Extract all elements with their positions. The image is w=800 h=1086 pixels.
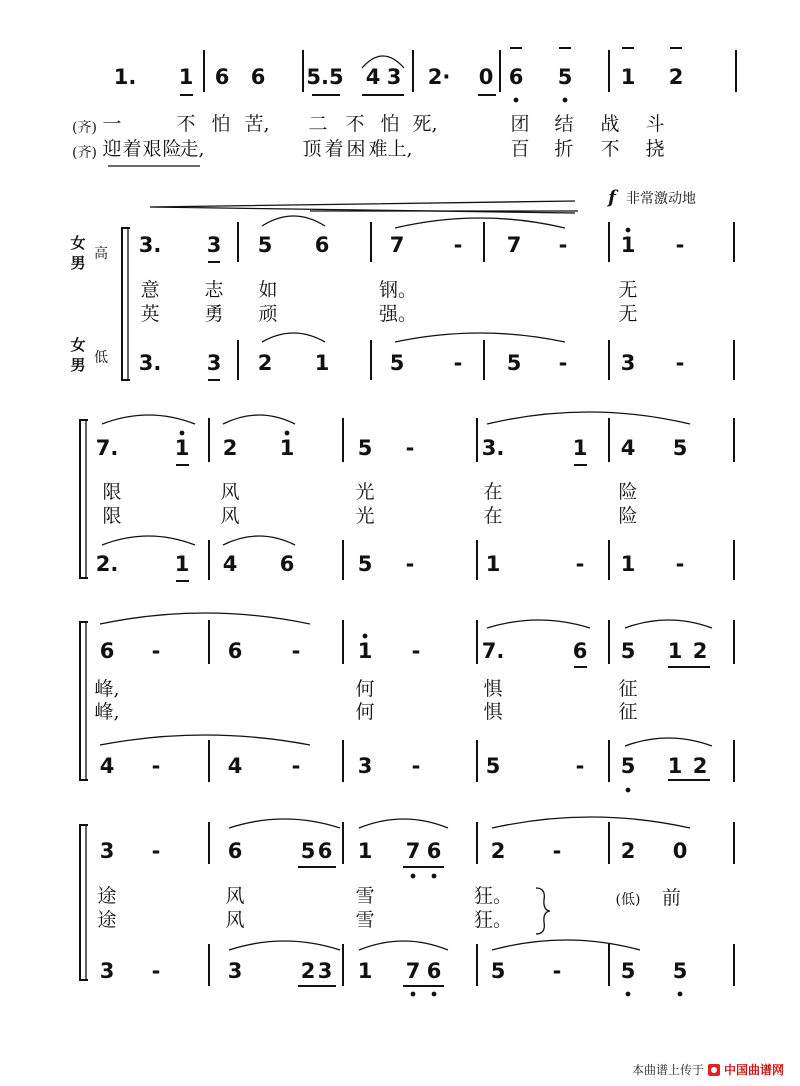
sys2-lyric1-char: 在 xyxy=(483,481,503,503)
sys2-upper-note: 7. xyxy=(95,436,119,460)
sys2-upper-note: 1 xyxy=(279,436,295,460)
sys2-lyric1-char: 风 xyxy=(220,481,240,503)
sys4-lower-note: 3 xyxy=(99,959,115,983)
row1-note: 5 xyxy=(557,65,573,89)
sys2-lyric2-char: 险 xyxy=(618,505,638,527)
sys2-lower-note: - xyxy=(575,552,585,576)
row1-lyric1-char: 一 xyxy=(102,113,122,135)
sys1-lyric1-char: 意 xyxy=(140,279,160,301)
low-voice-marker: (低) xyxy=(615,892,641,908)
sys4-lower-note: 7 xyxy=(405,959,421,983)
sys2-upper-note: - xyxy=(405,436,415,460)
octave-dot xyxy=(411,992,416,997)
sys4-upper-note: 0 xyxy=(672,839,688,863)
row1-lyric2-char: 折 xyxy=(554,138,574,160)
sys3-lyric2-char: 何 xyxy=(355,701,375,723)
sys3-lower-note: - xyxy=(575,754,585,778)
row1-lyric2-char: 险 xyxy=(162,138,182,160)
sys2-lower-note: 6 xyxy=(279,552,295,576)
sys4-lower-note: 5 xyxy=(672,959,688,983)
row1-note: 3 xyxy=(386,65,402,89)
low-voice-lyric: 前 xyxy=(662,887,682,909)
octave-dot xyxy=(411,874,416,879)
row1-lyric1-char: 怕 xyxy=(211,113,231,135)
sys1-lyric1-char: 钢。 xyxy=(378,279,418,301)
sys3-upper-note: 1 xyxy=(667,639,683,663)
row1-note: 6 xyxy=(250,65,266,89)
sys3-upper-note: - xyxy=(151,639,161,663)
row1-lyric2-char: 不 xyxy=(600,138,620,160)
row1-lyric2-char: 顶 xyxy=(302,138,322,160)
row1-lyric2-char: 着 xyxy=(122,138,142,160)
sys3-upper-note: 6 xyxy=(99,639,115,663)
octave-dot xyxy=(363,634,368,639)
sys1-upper-note: 6 xyxy=(314,233,330,257)
row1-lyric1-char: 结 xyxy=(554,113,574,135)
octave-dot xyxy=(514,98,519,103)
sys4-lyric2-char: 雪 xyxy=(355,909,375,931)
sys4-lyric1-char: 风 xyxy=(225,885,245,907)
sys4-lower-note: - xyxy=(151,959,161,983)
sys4-lower-note: 5 xyxy=(620,959,636,983)
row1-lyric1-char: 不 xyxy=(345,113,365,135)
sys2-upper-note: 3. xyxy=(481,436,505,460)
sys1-upper-note: 3. xyxy=(138,233,162,257)
sys1-upper-note: - xyxy=(558,233,568,257)
sys2-lower-note: 5 xyxy=(357,552,373,576)
sys2-upper-note: 1 xyxy=(174,436,190,460)
sys4-lyric1-char: 雪 xyxy=(355,885,375,907)
row1-lyric2-char: 难 xyxy=(368,138,388,160)
sys1-upper-note: 3 xyxy=(206,233,222,257)
row1-note: 6 xyxy=(214,65,230,89)
slur-arc xyxy=(100,735,310,745)
sys1-lower-note: 2 xyxy=(257,351,273,375)
sys1-lyric1-char: 志 xyxy=(204,279,224,301)
row1-lyric2-char: 迎 xyxy=(102,138,122,160)
slur-arc xyxy=(223,536,295,545)
sys2-upper-note: 2 xyxy=(222,436,238,460)
lyric-brace xyxy=(536,888,550,934)
sys3-lyric1-char: 惧 xyxy=(483,678,503,700)
sys3-lower-note: 5 xyxy=(620,754,636,778)
row1-lyric1-char: 死, xyxy=(412,113,438,135)
sys2-upper-note: 5 xyxy=(357,436,373,460)
octave-dot xyxy=(432,992,437,997)
upload-footer xyxy=(632,1061,784,1078)
sys2-lower-note: - xyxy=(675,552,685,576)
sys1-lower-note: - xyxy=(558,351,568,375)
sys4-upper-note: 2 xyxy=(620,839,636,863)
lyric-prefix: (齐) xyxy=(72,145,97,161)
slur-arc xyxy=(487,620,590,628)
sys3-upper-note: 7. xyxy=(481,639,505,663)
sys3-upper-note: 5 xyxy=(620,639,636,663)
octave-dot xyxy=(678,992,683,997)
slur-arc xyxy=(100,613,310,624)
sys4-upper-note: 6 xyxy=(317,839,333,863)
row1-note: 1 xyxy=(178,65,194,89)
dynamic-mark: f xyxy=(608,187,616,208)
slur-arc xyxy=(395,218,565,228)
sys1-lyric2-char: 英 xyxy=(140,303,160,325)
slur-arc xyxy=(492,817,690,828)
row1-lyric2-char: 困 xyxy=(346,138,366,160)
sys2-lyric1-char: 险 xyxy=(618,481,638,503)
sys1-upper-note: 7 xyxy=(389,233,405,257)
sys3-lyric1-char: 征 xyxy=(618,678,638,700)
sys3-lower-note: 4 xyxy=(227,754,243,778)
sys1-lyric1-char: 无 xyxy=(618,279,638,301)
sys4-lower-note: 6 xyxy=(426,959,442,983)
row1-lyric1-char: 团 xyxy=(510,113,530,135)
sys3-upper-note: 6 xyxy=(572,639,588,663)
sys2-lower-note: 4 xyxy=(222,552,238,576)
sys2-upper-note: 4 xyxy=(620,436,636,460)
octave-dot xyxy=(432,874,437,879)
slur-arc xyxy=(625,738,712,746)
slur-arc xyxy=(359,941,448,950)
row1-note: 2· xyxy=(427,65,451,89)
footer-brand: 中国曲谱网 xyxy=(723,1063,784,1077)
slur-arc xyxy=(395,333,565,342)
sys4-upper-note: 7 xyxy=(405,839,421,863)
octave-dot xyxy=(563,98,568,103)
sys2-lyric2-char: 风 xyxy=(220,505,240,527)
octave-dot xyxy=(626,788,631,793)
sys2-lower-note: 1 xyxy=(174,552,190,576)
sys1-lyric2-char: 强。 xyxy=(378,303,418,325)
row1-lyric2-char: 挠 xyxy=(645,138,665,160)
slur-arc xyxy=(492,940,640,950)
voice-label-tag: 高 xyxy=(94,246,108,262)
row1-note: 6 xyxy=(508,65,524,89)
row1-lyric1-char: 二 xyxy=(308,113,328,135)
row1-note: 5.5 xyxy=(306,65,344,89)
row1-lyric2-char: 走, xyxy=(179,138,205,160)
octave-dot xyxy=(626,228,631,233)
sys3-lower-note: - xyxy=(411,754,421,778)
sys1-lower-note: 5 xyxy=(389,351,405,375)
row1-note: 0 xyxy=(478,65,494,89)
slur-arc xyxy=(625,620,712,628)
slur-arc xyxy=(229,941,340,950)
sys1-lower-note: - xyxy=(675,351,685,375)
system-bracket xyxy=(80,622,88,780)
octave-dot xyxy=(180,431,185,436)
sys1-lyric2-char: 无 xyxy=(618,303,638,325)
slur-arc xyxy=(223,415,295,424)
sys4-lower-note: 2 xyxy=(300,959,316,983)
row1-note: 1. xyxy=(113,65,137,89)
sys2-lower-note: 1 xyxy=(620,552,636,576)
sys2-lyric2-char: 限 xyxy=(102,505,122,527)
sys1-lyric1-char: 如 xyxy=(258,279,278,301)
row1-lyric1-char: 苦, xyxy=(244,113,270,135)
sys4-lower-note: 5 xyxy=(490,959,506,983)
lyric-prefix: (齐) xyxy=(72,120,97,136)
sys3-lyric1-char: 峰, xyxy=(94,678,120,700)
sys4-upper-note: - xyxy=(552,839,562,863)
sys4-lyric1-char: 途 xyxy=(97,885,117,907)
voice-label-tag: 低 xyxy=(94,350,108,366)
sys1-lyric2-char: 顽 xyxy=(258,303,278,325)
row1-lyric1-char: 战 xyxy=(600,113,620,135)
sys1-lower-note: 3. xyxy=(138,351,162,375)
sys4-upper-note: 5 xyxy=(300,839,316,863)
sys4-upper-note: 6 xyxy=(227,839,243,863)
sys3-lower-note: 1 xyxy=(667,754,683,778)
row1-lyric2-char: 百 xyxy=(510,138,530,160)
sys3-lower-note: - xyxy=(151,754,161,778)
sys2-lyric1-char: 限 xyxy=(102,481,122,503)
sys3-lyric2-char: 峰, xyxy=(94,701,120,723)
sys1-lower-note: 3 xyxy=(206,351,222,375)
row1-lyric1-char: 斗 xyxy=(645,113,665,135)
sys1-lyric2-char: 勇 xyxy=(204,303,224,325)
sys4-lyric2-char: 狂。 xyxy=(473,909,513,931)
sys1-upper-note: - xyxy=(675,233,685,257)
voice-label-top: 女 xyxy=(70,234,86,252)
sys2-lower-note: 1 xyxy=(485,552,501,576)
sys4-lyric2-char: 风 xyxy=(225,909,245,931)
sys4-lower-note: 1 xyxy=(357,959,373,983)
slur-arc xyxy=(229,819,340,828)
sys1-lower-note: 5 xyxy=(506,351,522,375)
sys1-upper-note: 7 xyxy=(506,233,522,257)
sys3-lower-note: - xyxy=(291,754,301,778)
sys2-lyric2-char: 在 xyxy=(483,505,503,527)
sys3-lyric1-char: 何 xyxy=(355,678,375,700)
sys4-lower-note: 3 xyxy=(317,959,333,983)
sys1-lower-note: 3 xyxy=(620,351,636,375)
sys1-upper-note: 5 xyxy=(257,233,273,257)
sys2-lower-note: - xyxy=(405,552,415,576)
sys4-upper-note: 2 xyxy=(490,839,506,863)
slur-arc xyxy=(102,536,195,545)
row1-lyric2-char: 上, xyxy=(387,138,413,160)
sys3-lyric2-char: 征 xyxy=(618,701,638,723)
sys4-lower-note: 3 xyxy=(227,959,243,983)
octave-dot xyxy=(285,431,290,436)
sys3-upper-note: - xyxy=(411,639,421,663)
slur-arc xyxy=(102,415,195,424)
row1-lyric1-char: 怕 xyxy=(380,113,400,135)
voice-label-bottom: 男 xyxy=(70,254,86,272)
expression-text: 非常激动地 xyxy=(626,191,696,207)
voice-label-bottom: 男 xyxy=(70,356,86,374)
slur-arc xyxy=(262,216,325,226)
sys3-lower-note: 3 xyxy=(357,754,373,778)
sys2-upper-note: 5 xyxy=(672,436,688,460)
row1-lyric1-char: 不 xyxy=(176,113,196,135)
system-bracket xyxy=(122,228,130,380)
sys2-lyric2-char: 光 xyxy=(355,505,375,527)
sys2-upper-note: 1 xyxy=(572,436,588,460)
site-logo-icon xyxy=(708,1064,720,1076)
sys3-upper-note: 1 xyxy=(357,639,373,663)
sys2-lower-note: 2. xyxy=(95,552,119,576)
sys4-lyric2-char: 途 xyxy=(97,909,117,931)
system-bracket xyxy=(80,420,88,578)
sys4-upper-note: 6 xyxy=(426,839,442,863)
sys2-lyric1-char: 光 xyxy=(355,481,375,503)
sys1-lower-note: - xyxy=(453,351,463,375)
row1-lyric2-char: 着 xyxy=(324,138,344,160)
sys4-upper-note: - xyxy=(151,839,161,863)
sys4-lower-note: - xyxy=(552,959,562,983)
slur-arc xyxy=(262,333,325,342)
sys4-upper-note: 1 xyxy=(357,839,373,863)
sys3-lower-note: 4 xyxy=(99,754,115,778)
sys3-upper-note: - xyxy=(291,639,301,663)
sys3-lower-note: 5 xyxy=(485,754,501,778)
sys3-lower-note: 2 xyxy=(692,754,708,778)
row1-note: 1 xyxy=(620,65,636,89)
sys1-lower-note: 1 xyxy=(314,351,330,375)
system-bracket xyxy=(80,825,88,980)
row1-lyric2-char: 艰 xyxy=(142,138,162,160)
sys1-upper-note: - xyxy=(453,233,463,257)
voice-label-top: 女 xyxy=(70,336,86,354)
sys4-upper-note: 3 xyxy=(99,839,115,863)
sys4-lyric1-char: 狂。 xyxy=(473,885,513,907)
row1-note: 4 xyxy=(365,65,381,89)
slur-arc xyxy=(487,412,690,424)
sys3-upper-note: 6 xyxy=(227,639,243,663)
sys1-upper-note: 1 xyxy=(620,233,636,257)
slur-arc xyxy=(359,819,448,828)
octave-dot xyxy=(626,992,631,997)
row1-note: 2 xyxy=(668,65,684,89)
sys3-upper-note: 2 xyxy=(692,639,708,663)
footer-text: 本曲谱上传于 xyxy=(631,1063,704,1077)
sys3-lyric2-char: 惧 xyxy=(483,701,503,723)
